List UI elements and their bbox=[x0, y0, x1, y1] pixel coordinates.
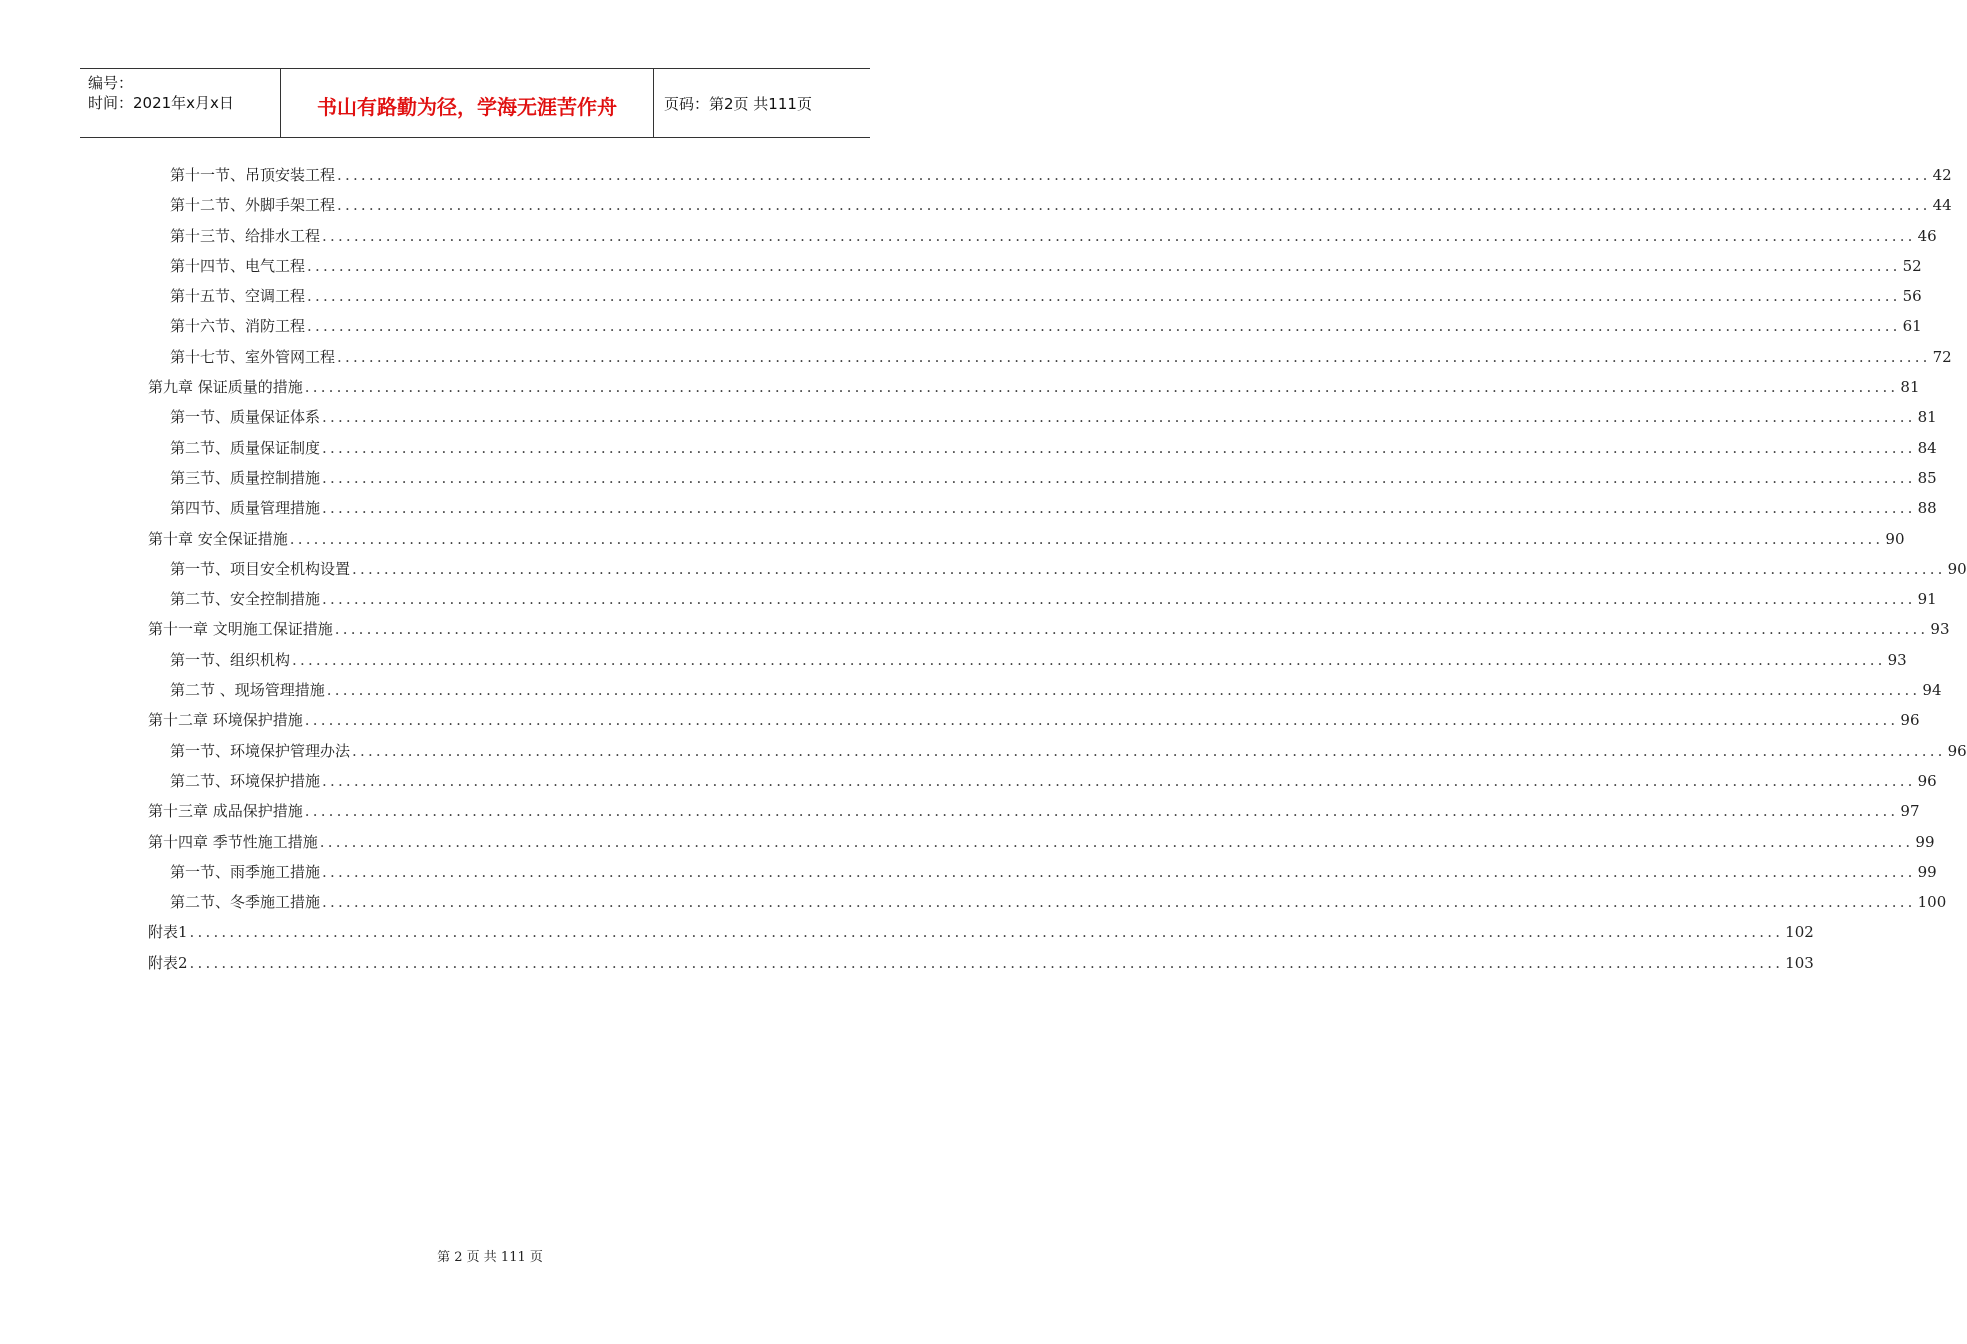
toc-entry[interactable] bbox=[148, 437, 1937, 467]
toc-entry[interactable] bbox=[148, 770, 1937, 800]
toc-entry-title: 第一节、雨季施工措施 bbox=[170, 862, 321, 881]
toc-entry-page: 52 bbox=[1902, 256, 1922, 275]
toc-entry-page: 56 bbox=[1902, 287, 1922, 306]
toc-entry-page: 96 bbox=[1900, 711, 1920, 730]
page-header bbox=[80, 68, 870, 138]
toc-leader-dots: ........................................................................................................................................................................................................ bbox=[322, 499, 1916, 518]
toc-leader-dots: ........................................................................................................................................................................................................ bbox=[352, 741, 1946, 760]
table-of-contents bbox=[148, 164, 1967, 982]
toc-entry-page: 90 bbox=[1947, 559, 1967, 578]
toc-entry-title: 第十六节、消防工程 bbox=[170, 317, 306, 336]
toc-entry-title: 第十七节、室外管网工程 bbox=[170, 347, 336, 366]
toc-entry-page: 85 bbox=[1917, 468, 1937, 487]
toc-leader-dots: ........................................................................................................................................................................................................ bbox=[334, 620, 1929, 639]
toc-leader-dots: ........................................................................................................................................................................................................ bbox=[322, 893, 1916, 912]
toc-entry-title: 第三节、质量控制措施 bbox=[170, 468, 321, 487]
toc-entry-page: 90 bbox=[1885, 529, 1905, 548]
toc-leader-dots: ........................................................................................................................................................................................................ bbox=[307, 256, 1901, 275]
toc-leader-dots: ........................................................................................................................................................................................................ bbox=[322, 771, 1916, 790]
toc-entry[interactable] bbox=[148, 225, 1937, 255]
toc-entry-title: 第十二章 环境保护措施 bbox=[148, 711, 303, 730]
toc-entry-title: 第十五节、空调工程 bbox=[170, 287, 306, 306]
toc-leader-dots: ........................................................................................................................................................................................................ bbox=[326, 681, 1921, 700]
toc-entry-title: 第十章 安全保证措施 bbox=[148, 529, 288, 548]
toc-entry-title: 附表2 bbox=[148, 953, 188, 972]
toc-entry-title: 第十二节、外脚手架工程 bbox=[170, 196, 336, 215]
toc-entry[interactable] bbox=[148, 285, 1922, 315]
toc-entry-page: 84 bbox=[1917, 438, 1937, 457]
toc-entry[interactable] bbox=[148, 952, 1814, 982]
toc-entry-page: 97 bbox=[1900, 802, 1920, 821]
toc-entry[interactable] bbox=[148, 921, 1814, 951]
toc-entry-page: 91 bbox=[1917, 590, 1937, 609]
toc-leader-dots: ........................................................................................................................................................................................................ bbox=[189, 953, 1784, 972]
header-motto: 书山有路勤为径，学海无涯苦作舟 bbox=[281, 69, 654, 137]
toc-entry-title: 第二节、冬季施工措施 bbox=[170, 893, 321, 912]
toc-entry[interactable] bbox=[148, 346, 1952, 376]
toc-entry[interactable] bbox=[148, 740, 1967, 770]
toc-entry-title: 第二节 、现场管理措施 bbox=[170, 681, 325, 700]
toc-entry-title: 第九章 保证质量的措施 bbox=[148, 378, 303, 397]
toc-entry[interactable] bbox=[148, 558, 1967, 588]
toc-entry-page: 81 bbox=[1917, 408, 1937, 427]
toc-leader-dots: ........................................................................................................................................................................................................ bbox=[304, 711, 1899, 730]
toc-entry-page: 93 bbox=[1887, 650, 1907, 669]
toc-leader-dots: ........................................................................................................................................................................................................ bbox=[322, 226, 1916, 245]
toc-entry[interactable] bbox=[148, 861, 1937, 891]
toc-leader-dots: ........................................................................................................................................................................................................ bbox=[289, 529, 1884, 548]
toc-leader-dots: ........................................................................................................................................................................................................ bbox=[322, 468, 1916, 487]
page-footer: 第 2 页 共 111 页 bbox=[437, 1250, 543, 1265]
toc-entry-page: 103 bbox=[1785, 953, 1814, 972]
toc-entry[interactable] bbox=[148, 194, 1952, 224]
toc-entry[interactable] bbox=[148, 315, 1922, 345]
toc-leader-dots: ........................................................................................................................................................................................................ bbox=[189, 923, 1784, 942]
toc-entry-title: 第十四章 季节性施工措施 bbox=[148, 832, 318, 851]
toc-entry-page: 99 bbox=[1915, 832, 1935, 851]
toc-leader-dots: ........................................................................................................................................................................................................ bbox=[304, 378, 1899, 397]
toc-entry-title: 附表1 bbox=[148, 923, 188, 942]
toc-entry-page: 96 bbox=[1947, 741, 1967, 760]
toc-entry-page: 72 bbox=[1932, 347, 1952, 366]
toc-entry[interactable] bbox=[148, 831, 1935, 861]
toc-entry-page: 81 bbox=[1900, 378, 1920, 397]
toc-leader-dots: ........................................................................................................................................................................................................ bbox=[322, 590, 1916, 609]
toc-entry-title: 第十一节、吊顶安装工程 bbox=[170, 166, 336, 184]
toc-entry-page: 46 bbox=[1917, 226, 1937, 245]
toc-entry[interactable] bbox=[148, 800, 1920, 830]
toc-entry-title: 第四节、质量管理措施 bbox=[170, 499, 321, 518]
toc-entry[interactable] bbox=[148, 709, 1920, 739]
toc-entry-title: 第一节、环境保护管理办法 bbox=[170, 741, 351, 760]
toc-entry[interactable] bbox=[148, 376, 1920, 406]
toc-entry[interactable] bbox=[148, 588, 1937, 618]
toc-entry-title: 第十三章 成品保护措施 bbox=[148, 802, 303, 821]
toc-entry-page: 96 bbox=[1917, 771, 1937, 790]
toc-leader-dots: ........................................................................................................................................................................................................ bbox=[337, 166, 1931, 184]
toc-leader-dots: ........................................................................................................................................................................................................ bbox=[307, 317, 1901, 336]
toc-leader-dots: ........................................................................................................................................................................................................ bbox=[307, 287, 1901, 306]
toc-leader-dots: ........................................................................................................................................................................................................ bbox=[319, 832, 1914, 851]
toc-entry-title: 第十三节、给排水工程 bbox=[170, 226, 321, 245]
toc-entry[interactable] bbox=[148, 406, 1937, 436]
toc-entry-page: 88 bbox=[1917, 499, 1937, 518]
header-page-info: 页码：第2页 共111页 bbox=[664, 94, 812, 113]
toc-entry[interactable] bbox=[148, 528, 1905, 558]
toc-leader-dots: ........................................................................................................................................................................................................ bbox=[304, 802, 1899, 821]
toc-entry-page: 94 bbox=[1922, 681, 1942, 700]
toc-entry-page: 99 bbox=[1917, 862, 1937, 881]
toc-entry-page: 93 bbox=[1930, 620, 1950, 639]
header-meta bbox=[80, 69, 281, 137]
toc-leader-dots: ........................................................................................................................................................................................................ bbox=[337, 347, 1931, 366]
toc-entry-title: 第二节、质量保证制度 bbox=[170, 438, 321, 457]
toc-entry-title: 第一节、项目安全机构设置 bbox=[170, 559, 351, 578]
toc-leader-dots: ........................................................................................................................................................................................................ bbox=[337, 196, 1931, 215]
toc-entry-page: 44 bbox=[1932, 196, 1952, 215]
document-date: 时间：2021年x月x日 bbox=[88, 94, 234, 112]
toc-entry-title: 第一节、质量保证体系 bbox=[170, 408, 321, 427]
toc-entry[interactable] bbox=[148, 164, 1952, 194]
toc-entry[interactable] bbox=[148, 497, 1937, 527]
toc-entry[interactable] bbox=[148, 255, 1922, 285]
toc-leader-dots: ........................................................................................................................................................................................................ bbox=[352, 559, 1946, 578]
toc-entry[interactable] bbox=[148, 467, 1937, 497]
document-number-label: 编号： bbox=[88, 74, 134, 92]
toc-entry-page: 100 bbox=[1917, 893, 1947, 912]
toc-leader-dots: ........................................................................................................................................................................................................ bbox=[322, 862, 1916, 881]
toc-entry-title: 第十四节、电气工程 bbox=[170, 256, 306, 275]
toc-leader-dots: ........................................................................................................................................................................................................ bbox=[322, 438, 1916, 457]
toc-entry-title: 第二节、环境保护措施 bbox=[170, 771, 321, 790]
toc-leader-dots: ........................................................................................................................................................................................................ bbox=[322, 408, 1916, 427]
toc-entry-title: 第一节、组织机构 bbox=[170, 650, 291, 669]
toc-entry[interactable] bbox=[148, 618, 1950, 648]
toc-entry[interactable] bbox=[148, 649, 1907, 679]
toc-entry-title: 第二节、安全控制措施 bbox=[170, 590, 321, 609]
toc-entry[interactable] bbox=[148, 679, 1942, 709]
toc-entry-page: 61 bbox=[1902, 317, 1922, 336]
toc-leader-dots: ........................................................................................................................................................................................................ bbox=[292, 650, 1886, 669]
toc-entry-page: 42 bbox=[1932, 166, 1952, 184]
toc-entry[interactable] bbox=[148, 891, 1947, 921]
toc-entry-title: 第十一章 文明施工保证措施 bbox=[148, 620, 333, 639]
toc-entry-page: 102 bbox=[1785, 923, 1814, 942]
